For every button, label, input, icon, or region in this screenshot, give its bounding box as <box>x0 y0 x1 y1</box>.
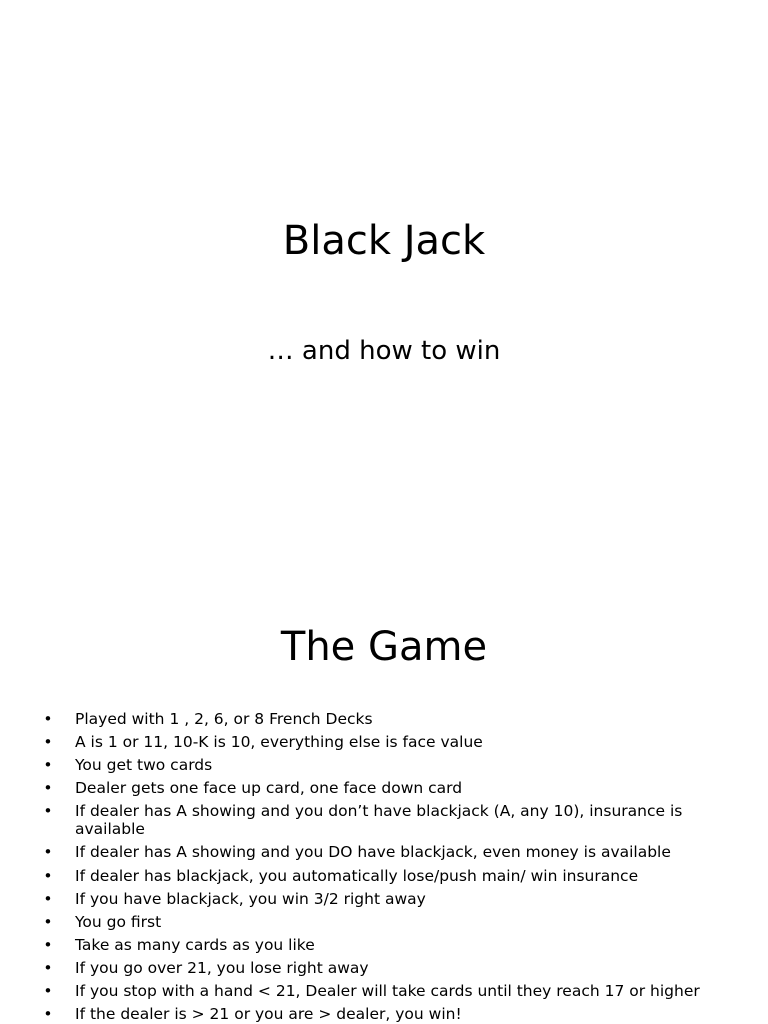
bullet-icon: • <box>43 889 53 908</box>
bullet-text: Take as many cards as you like <box>75 935 315 954</box>
slide-title: Black Jack <box>282 218 486 264</box>
bullet-icon: • <box>43 1005 53 1024</box>
list-item <box>42 890 732 908</box>
bullet-text: If the dealer is > 21 or you are > dealer, you win! <box>75 1005 462 1024</box>
bullet-icon: • <box>43 756 53 775</box>
list-item <box>42 959 732 977</box>
bullet-icon: • <box>43 935 53 954</box>
bullet-icon: • <box>43 802 53 821</box>
bullet-text: Dealer gets one face up card, one face down card <box>75 779 463 798</box>
list-item <box>42 733 732 751</box>
bullet-text: You get two cards <box>75 756 213 775</box>
bullet-icon: • <box>43 779 53 798</box>
list-item <box>42 913 732 931</box>
bullet-icon: • <box>43 866 53 885</box>
bullet-icon: • <box>43 958 53 977</box>
list-item <box>42 710 732 728</box>
slide-subtitle: … and how to win <box>267 336 501 366</box>
bullet-text: If dealer has blackjack, you automatically lose/push main/ win insurance <box>75 866 639 885</box>
bullet-list <box>42 710 732 1024</box>
bullet-text: If you have blackjack, you win 3/2 right away <box>75 889 426 908</box>
bullet-icon: • <box>43 843 53 862</box>
bullet-icon: • <box>43 710 53 728</box>
list-item <box>42 802 732 838</box>
bullet-text: If you go over 21, you lose right away <box>75 958 369 977</box>
bullet-text: Played with 1 , 2, 6, or 8 French Decks <box>75 710 373 728</box>
list-item <box>42 779 732 797</box>
bullet-text: If you stop with a hand < 21, Dealer will take cards until they reach 17 or higher <box>75 982 700 1001</box>
bullet-text: A is 1 or 11, 10-K is 10, everything else is face value <box>75 733 483 752</box>
rules-slide <box>0 576 768 1024</box>
bullet-icon: • <box>43 982 53 1001</box>
list-item <box>42 867 732 885</box>
list-item <box>42 1005 732 1023</box>
bullet-text: You go first <box>75 912 162 931</box>
list-item <box>42 936 732 954</box>
list-item <box>42 756 732 774</box>
bullet-icon: • <box>43 912 53 931</box>
bullet-text: If dealer has A showing and you don’t have blackjack (A, any 10), insurance is available <box>75 802 683 839</box>
slide-title: The Game <box>280 624 488 670</box>
bullet-icon: • <box>43 733 53 752</box>
bullet-text: If dealer has A showing and you DO have blackjack, even money is available <box>75 843 671 862</box>
list-item <box>42 843 732 861</box>
list-item <box>42 982 732 1000</box>
